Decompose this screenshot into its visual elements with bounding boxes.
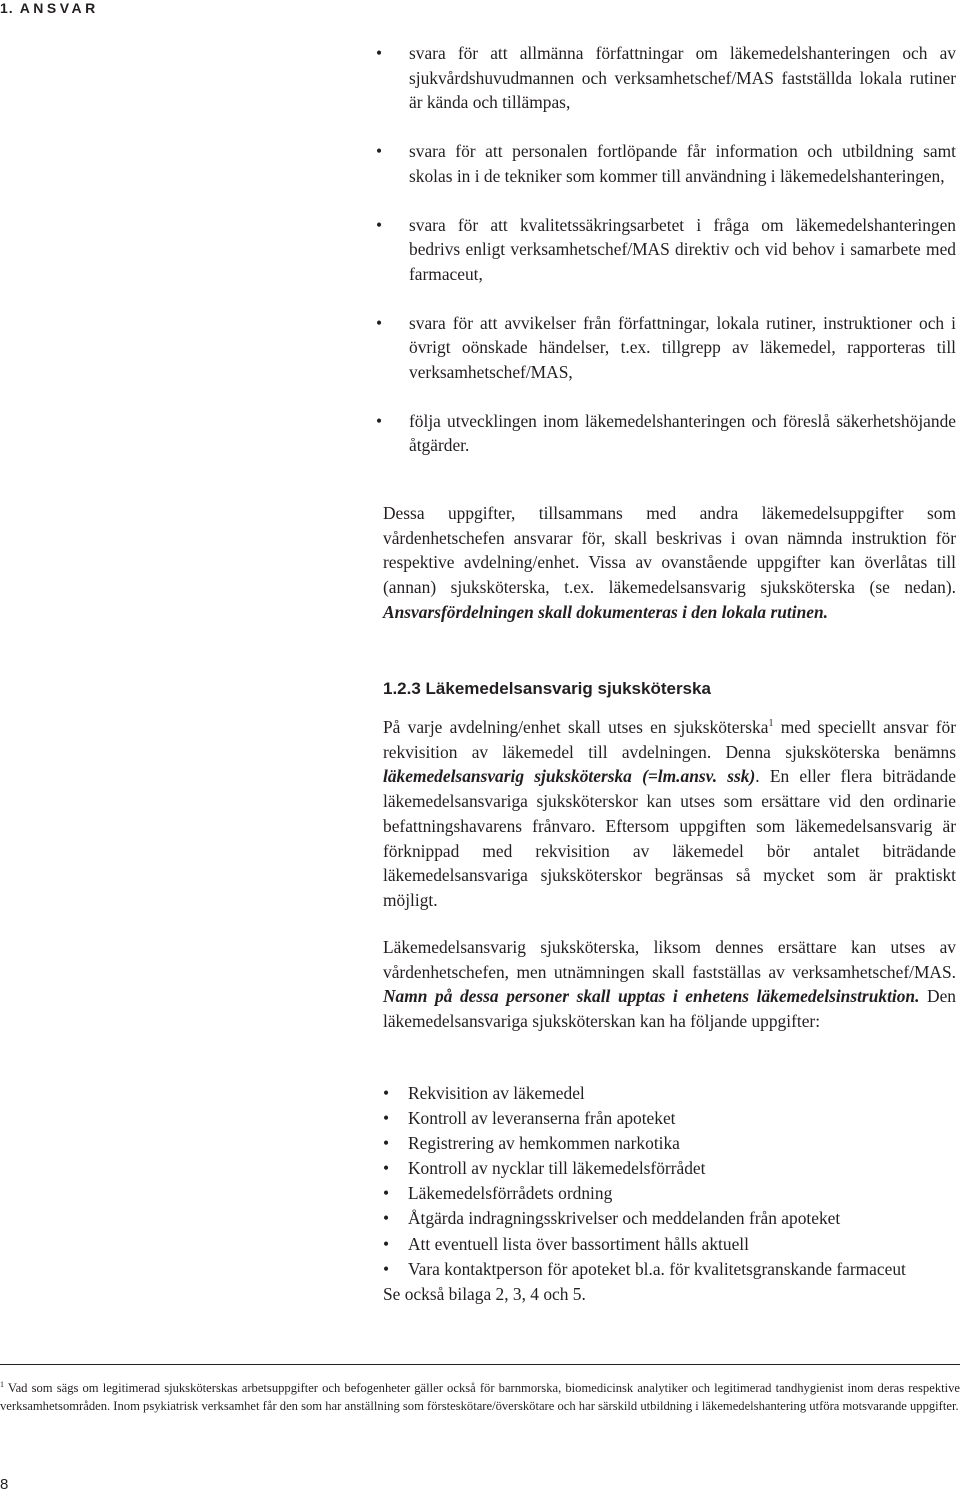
paragraph-emphasis: Namn på dessa personer skall upptas i enhetens läkemedelsinstruktion. — [383, 986, 920, 1007]
list-item: • svara för att personalen fortlöpande får information och utbildning samt skolas in i de tekniker som kommer till användning i läkemedelshanteringen, — [383, 139, 956, 188]
list-item: • Rekvisition av läkemedel — [383, 1081, 956, 1106]
paragraph-text: med speciellt ansvar för rekvisition av läkemedel till avdelningen. Denna sjuksköterska benämns — [383, 717, 956, 762]
paragraph-text: Läkemedelsansvarig sjuksköterska, liksom dennes ersättare kan utses av vårdenhetschefen, men utnämningen skall fastställas av verksamhetschef/MAS. — [383, 937, 956, 982]
list-item: • Läkemedelsförrådets ordning — [383, 1181, 956, 1206]
responsibility-list — [383, 41, 956, 482]
list-item: • Åtgärda indragningsskrivelser och meddelanden från apoteket — [383, 1206, 956, 1231]
paragraph-text: Den läkemedelsansvariga sjuksköterskan kan ha följande uppgifter: — [383, 986, 956, 1032]
paragraph-text: På varje avdelning/enhet skall utses en sjuksköterska — [383, 717, 769, 737]
footnote-mark: 1 — [0, 1380, 4, 1389]
paragraph-emphasis: Ansvarsfördelningen skall dokumenteras i den lokala rutinen. — [383, 601, 828, 622]
paragraph-emphasis: läkemedelsansvarig sjuksköterska (=lm.ansv. ssk) — [383, 766, 756, 787]
footnote-text: Vad som sägs om legitimerad sjuksköterskas arbetsuppgifter och befogenheter gäller också för barnmorska, biomedicinsk analytiker och legitimerad tandhygienist inom deras respektive verksamhetsområden. Inom psykiatrisk verksamhet får den som har anställning som försteskötare/överskötare och har särskild utbildning i läkemedelshantering utföra motsvarande uppgifter. — [0, 1381, 960, 1413]
paragraph-tasks — [383, 501, 956, 625]
list-item: • svara för att avvikelser från författningar, lokala rutiner, instruktioner och i övrigt oönskade händelser, t.ex. tillgrepp av läkemedel, rapporteras till verksamhetschef/MAS, — [383, 311, 956, 385]
chapter-title: ANSVAR — [19, 0, 99, 16]
footnote — [0, 1376, 960, 1415]
section-heading-block — [383, 679, 956, 699]
see-also-note: Se också bilaga 2, 3, 4 och 5. — [383, 1283, 586, 1304]
footnote-divider — [0, 1364, 960, 1365]
running-header — [0, 0, 99, 16]
paragraph-text: Dessa uppgifter, tillsammans med andra läkemedelsuppgifter som vårdenhetschefen ansvarar för, skall beskrivas i ovan nämnda instruktion för respektive avdelning/enhet. Vissa av ovanstående uppgifter kan överlåtas till (annan) sjuksköterska, t.ex. läkemedelsansvarig sjuksköterska (se nedan). — [383, 503, 956, 598]
list-item: • Kontroll av leveranserna från apoteket — [383, 1106, 956, 1131]
list-item: • Kontroll av nycklar till läkemedelsförrådet — [383, 1156, 956, 1181]
paragraph-text: . En eller flera biträdande läkemedelsansvariga sjuksköterskor kan utses som ersättare vid den ordinarie befattningshavarens frånvaro. Eftersom uppgiften som läkemedelsansvarig är förknippad med rekvisition av läkemedel bör antalet biträdande läkemedelsansvariga sjuksköterskor begränsas så mycket som är praktiskt möjligt. — [383, 766, 956, 910]
list-item: • Registrering av hemkommen narkotika — [383, 1131, 956, 1156]
chapter-number: 1. — [0, 0, 14, 16]
list-item: • följa utvecklingen inom läkemedelshanteringen och föreslå säkerhetshöjande åtgärder. — [383, 409, 956, 458]
section-heading: 1.2.3 Läkemedelsansvarig sjuksköterska — [383, 679, 711, 698]
list-item: • svara för att kvalitetssäkringsarbetet i fråga om läkemedelshanteringen bedrivs enligt verksamhetschef/MAS direktiv och vid behov i samarbete med farmaceut, — [383, 213, 956, 287]
list-item: • Att eventuell lista över bassortiment hålls aktuell — [383, 1232, 956, 1257]
paragraph-appointment — [383, 715, 956, 913]
task-list — [383, 1081, 956, 1307]
list-item: • Vara kontaktperson för apoteket bl.a. för kvalitetsgranskande farmaceut — [383, 1257, 956, 1282]
list-item: • svara för att allmänna författningar om läkemedelshanteringen och av sjukvårdshuvudmannen och verksamhetschef/MAS fastställda lokala rutiner är kända och tillämpas, — [383, 41, 956, 115]
paragraph-confirmation — [383, 935, 956, 1034]
page-number: 8 — [0, 1476, 9, 1493]
footnote-reference: 1 — [768, 718, 774, 730]
